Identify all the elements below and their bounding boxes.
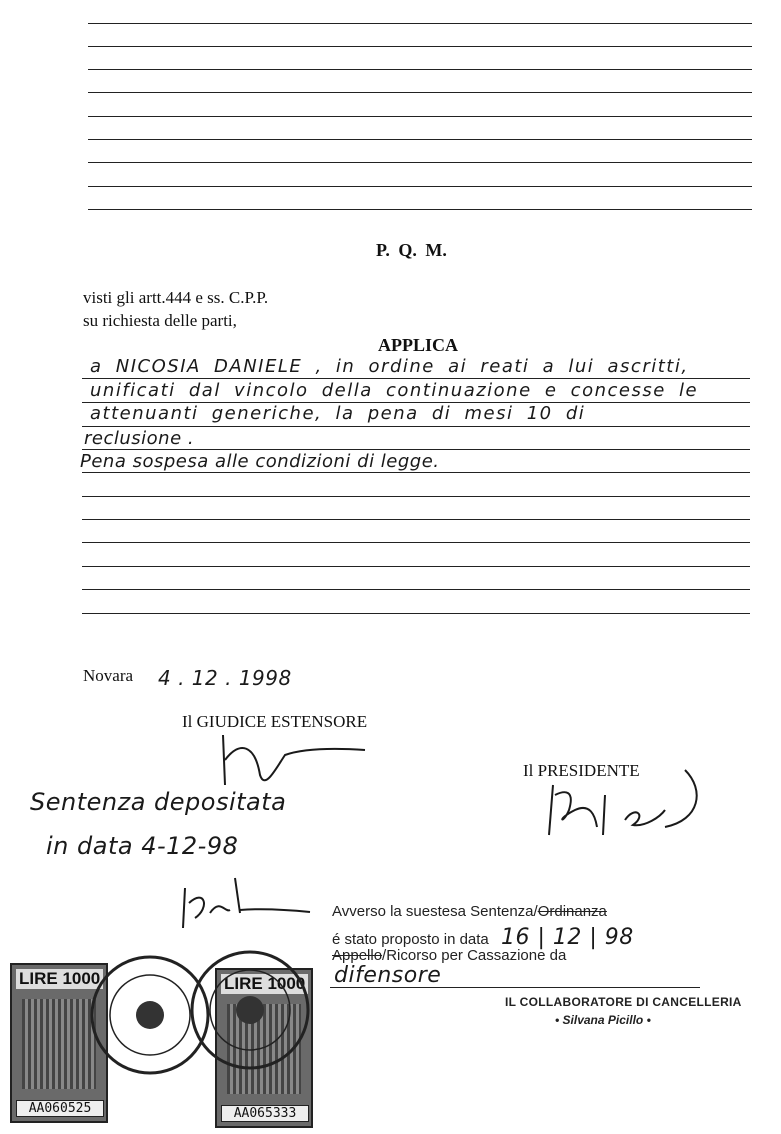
ruled-line xyxy=(88,46,752,47)
ruled-line xyxy=(88,23,752,24)
appeal-line-3-struck: Appello xyxy=(332,947,383,964)
intro-line-1: visti gli artt.444 e ss. C.P.P. xyxy=(83,288,269,307)
ruled-line xyxy=(88,209,752,210)
ruled-line xyxy=(88,69,752,70)
appeal-line-3 xyxy=(332,947,566,964)
appeal-by-handwritten: difensore xyxy=(334,963,442,988)
handwritten-ruling-line-3: Pena sospesa alle condizioni di legge. xyxy=(80,451,440,472)
appeal-line-3-text: /Ricorso per Cassazione da xyxy=(382,947,567,964)
ruled-line xyxy=(88,116,752,117)
clerk-signature xyxy=(165,868,315,948)
ruled-line xyxy=(88,162,752,163)
ruled-line xyxy=(82,449,750,450)
appeal-line-1-struck: Ordinanza xyxy=(537,903,607,920)
fiscal-stamp-2-serial: AA065333 xyxy=(221,1105,309,1122)
fiscal-stamp-1-value: LIRE 1000 xyxy=(16,969,103,989)
deposit-note-line-1: Sentenza depositata xyxy=(30,788,287,816)
handwritten-ruling-line-2: reclusione . xyxy=(84,428,195,449)
appeal-line-1 xyxy=(332,903,607,920)
clerk-name: • Silvana Picillo • xyxy=(555,1013,651,1027)
ruled-line xyxy=(82,589,750,590)
appeal-underline xyxy=(330,987,700,988)
president-label: Il PRESIDENTE xyxy=(523,761,640,780)
place-label: Novara xyxy=(83,666,134,685)
ruled-line xyxy=(82,542,750,543)
ruled-line xyxy=(82,519,750,520)
judge-label: Il GIUDICE ESTENSORE xyxy=(182,712,368,731)
ruled-line xyxy=(88,139,752,140)
clerk-title: IL COLLABORATORE DI CANCELLERIA xyxy=(505,995,742,1009)
ruled-line xyxy=(82,613,750,614)
ruled-line xyxy=(88,92,752,93)
applica-heading: APPLICA xyxy=(378,335,458,355)
handwritten-ruling: a NICOSIA DANIELE , in ordine ai reati a lui ascritti, unificati dal vincolo della continuazione e concesse le attenuanti generiche, la pena di mesi 10 di xyxy=(90,356,699,424)
deposit-note-line-2: in data 4-12-98 xyxy=(46,832,239,860)
pqm-heading: P. Q. M. xyxy=(376,240,447,260)
appeal-line-2-text: é stato proposto in data xyxy=(332,931,489,948)
ruled-line xyxy=(82,426,750,427)
fiscal-stamp-1-serial: AA060525 xyxy=(16,1100,104,1117)
ruled-line xyxy=(82,566,750,567)
ruled-line xyxy=(88,186,752,187)
president-signature xyxy=(535,765,705,845)
ruled-line xyxy=(82,472,750,473)
fiscal-stamp-2-value: LIRE 1000 xyxy=(221,974,308,994)
intro-line-2: su richiesta delle parti, xyxy=(83,311,237,330)
handwritten-date: 4 . 12 . 1998 xyxy=(158,666,292,690)
appeal-line-1-text: Avverso la suestesa Sentenza/ xyxy=(332,903,538,920)
ruled-line xyxy=(82,496,750,497)
court-seal-2 xyxy=(185,945,315,1075)
appeal-date-handwritten: 16 | 12 | 98 xyxy=(500,925,634,950)
